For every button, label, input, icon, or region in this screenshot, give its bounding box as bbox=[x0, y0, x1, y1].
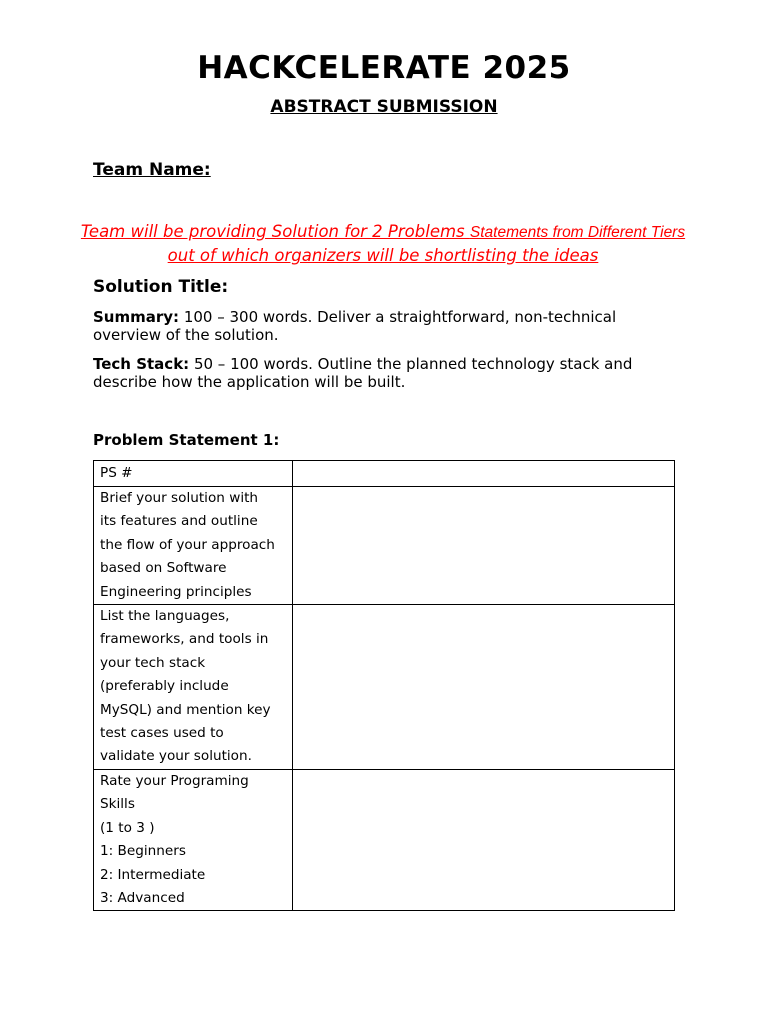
problem-statement-heading: Problem Statement 1: bbox=[93, 431, 280, 449]
label-cell bbox=[94, 605, 293, 770]
table-row-ps-number bbox=[94, 461, 675, 487]
cell-text: validate your solution. bbox=[100, 748, 252, 765]
cell-text: Rate your Programing bbox=[100, 772, 249, 789]
notice-part-3: out of which organizers will be shortlisting the ideas bbox=[167, 246, 599, 265]
cell-text: 1: Beginners bbox=[100, 843, 186, 860]
cell-text: (1 to 3 ) bbox=[100, 819, 155, 836]
cell-text: 3: Advanced bbox=[100, 889, 185, 906]
ps-number-input-cell[interactable] bbox=[293, 461, 675, 487]
cell-text: its features and outline bbox=[100, 513, 258, 530]
summary-paragraph bbox=[93, 308, 683, 344]
cell-text: based on Software bbox=[100, 560, 227, 577]
notice-part-1: Team will be providing Solution for 2 Problems bbox=[80, 222, 470, 241]
table-row-skill-rating bbox=[94, 769, 675, 910]
red-notice bbox=[80, 220, 686, 267]
solution-brief-input-cell[interactable] bbox=[293, 487, 675, 605]
tech-stack-label: Tech Stack: bbox=[93, 355, 190, 373]
cell-text: 2: Intermediate bbox=[100, 866, 206, 883]
cell-text: test cases used to bbox=[100, 725, 224, 742]
cell-text: MySQL) and mention key bbox=[100, 701, 271, 718]
cell-text: Engineering principles bbox=[100, 583, 252, 600]
team-name-label: Team Name: bbox=[93, 160, 211, 180]
summary-text: 100 – 300 words. Deliver a straightforward, non-technical overview of the solution. bbox=[93, 308, 617, 344]
cell-text: the flow of your approach bbox=[100, 536, 275, 553]
cell-text: Brief your solution with bbox=[100, 490, 259, 506]
table-row-tech-stack bbox=[94, 605, 675, 770]
cell-text: your tech stack bbox=[100, 654, 206, 671]
label-cell bbox=[94, 487, 293, 605]
document-subtitle: ABSTRACT SUBMISSION bbox=[270, 97, 498, 117]
table-row-solution-brief bbox=[94, 487, 675, 605]
summary-label: Summary: bbox=[93, 308, 180, 326]
solution-title-label: Solution Title: bbox=[93, 277, 229, 297]
cell-text: frameworks, and tools in bbox=[100, 631, 269, 648]
label-cell bbox=[94, 769, 293, 910]
document-title: HACKCELERATE 2025 bbox=[197, 50, 571, 86]
skill-rating-input-cell[interactable] bbox=[293, 769, 675, 910]
cell-text: Skills bbox=[100, 796, 135, 813]
problem-statement-table bbox=[93, 460, 675, 911]
cell-text: List the languages, bbox=[100, 608, 230, 625]
label-cell bbox=[94, 461, 293, 487]
cell-text: PS # bbox=[100, 465, 133, 481]
tech-stack-text: 50 – 100 words. Outline the planned technology stack and describe how the application will be built. bbox=[93, 355, 633, 391]
notice-part-2: Statements from Different Tiers bbox=[469, 224, 686, 241]
tech-stack-input-cell[interactable] bbox=[293, 605, 675, 770]
cell-text: (preferably include bbox=[100, 678, 229, 695]
tech-stack-paragraph bbox=[93, 355, 683, 391]
